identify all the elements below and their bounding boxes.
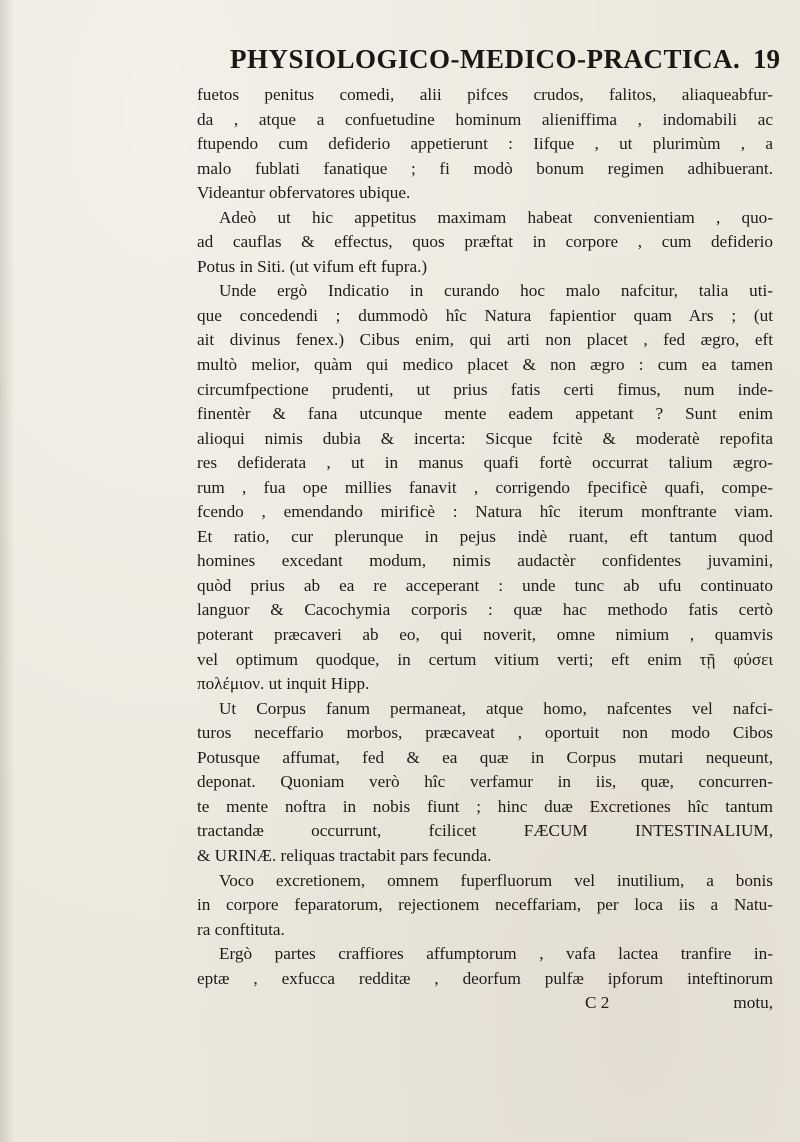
page-edge-shadow (0, 0, 14, 1142)
text-line: vel optimum quodque, in certum vitium verti; eft enim τῇ φύσει (197, 649, 773, 669)
text-line: turos neceffario morbos, præcaveat , oportuit non modo Cibos (197, 723, 773, 743)
text-line: Voco excretionem, omnem fuperfluorum vel inutilium, a bonis (219, 870, 773, 890)
catchword: motu, (733, 993, 773, 1013)
text-line: tractandæ occurrunt, fcilicet FÆCUM INTESTINALIUM, (197, 821, 773, 841)
text-line: fuetos penitus comedi, alii pifces crudos, falitos, aliaqueabfur- (197, 85, 773, 104)
text-line: languor & Cacochymia corporis : quæ hac methodo fatis certò (197, 600, 773, 620)
signature-mark: C 2 (585, 993, 610, 1013)
text-line: Unde ergò Indicatio in curando hoc malo nafcitur, talia uti- (219, 281, 773, 301)
text-line: Potus in Siti. (ut vifum eft fupra.) (197, 256, 428, 276)
text-line: deponat. Quoniam verò hîc verfamur in iis, quæ, concurren- (197, 772, 773, 792)
text-line: in corpore feparatorum, rejectionem neceffariam, per loca iis a Natu- (197, 895, 773, 915)
text-line: ftupendo cum defiderio appetierunt : Iifque , ut plurimùm , a (197, 134, 773, 154)
text-line: ait divinus fenex.) Cibus enim, qui arti non placet , fed ægro, eft (197, 330, 773, 350)
page-number: 19 (753, 44, 780, 74)
text-line: malo fublati fanatique ; fi modò bonum regimen adhibuerant. (197, 158, 773, 178)
text-line: finentèr & fana utcunque mente eadem appetant ? Sunt enim (197, 404, 773, 424)
text-line: & URINÆ. reliquas tractabit pars fecunda. (197, 845, 492, 865)
text-line: alioqui nimis dubia & incerta: Sicque fcitè & moderatè repofita (197, 428, 773, 448)
text-line: circumfpectione prudenti, ut prius fatis certi fimus, num inde- (197, 379, 773, 399)
text-line: homines excedant modum, nimis audactèr confidentes juvamini, (197, 551, 773, 571)
text-line: Potusque affumat, fed & ea quæ in Corpus mutari nequeunt, (197, 747, 773, 767)
text-line: te mente noftra in nobis fiunt ; hinc duæ Excretiones hîc tantum (197, 796, 773, 816)
text-line: ra conftituta. (197, 919, 285, 939)
body-text (197, 83, 773, 1016)
text-line: da , atque a confuetudine hominum alieniffima , indomabili ac (197, 109, 773, 129)
text-line: rum , fua ope millies fanavit , corrigendo fpecificè quafi, compe- (197, 477, 773, 497)
footer-row (197, 991, 773, 1016)
text-line: πολέμιον. ut inquit Hipp. (197, 674, 370, 694)
text-line: Ut Corpus fanum permaneat, atque homo, nafcentes vel nafci- (219, 698, 773, 718)
text-line: eptæ , exfucca redditæ , deorfum pulfæ ipforum inteftinorum (197, 968, 773, 988)
text-line: quòd prius ab ea re acceperant : unde tunc ab ufu continuato (197, 575, 773, 595)
text-line: multò melior, quàm qui medico placet & non ægro : cum ea tamen (197, 355, 773, 375)
text-line: ad cauflas & effectus, quos præftat in corpore , cum defiderio (197, 232, 773, 252)
text-line: poterant præcaveri ab eo, qui noverit, omne nimium , quamvis (197, 625, 773, 645)
page-header (200, 44, 780, 84)
text-line: que concedendi ; dummodò hîc Natura fapientior quam Ars ; (ut (197, 305, 773, 325)
text-line: Videantur obfervatores ubique. (197, 183, 411, 203)
text-line: Ergò partes craffiores affumptorum , vafa lactea tranfire in- (219, 944, 773, 964)
text-line: res defiderata , ut in manus quafi fortè occurrat talium ægro- (197, 453, 773, 473)
text-line: fcendo , emendando mirificè : Natura hîc iterum monftrante viam. (197, 502, 773, 522)
text-line: Adeò ut hic appetitus maximam habeat convenientiam , quo- (219, 207, 773, 227)
running-title: PHYSIOLOGICO-MEDICO-PRACTICA. (230, 44, 741, 74)
text-line: Et ratio, cur plerunque in pejus indè ruant, eft tantum quod (197, 526, 773, 546)
